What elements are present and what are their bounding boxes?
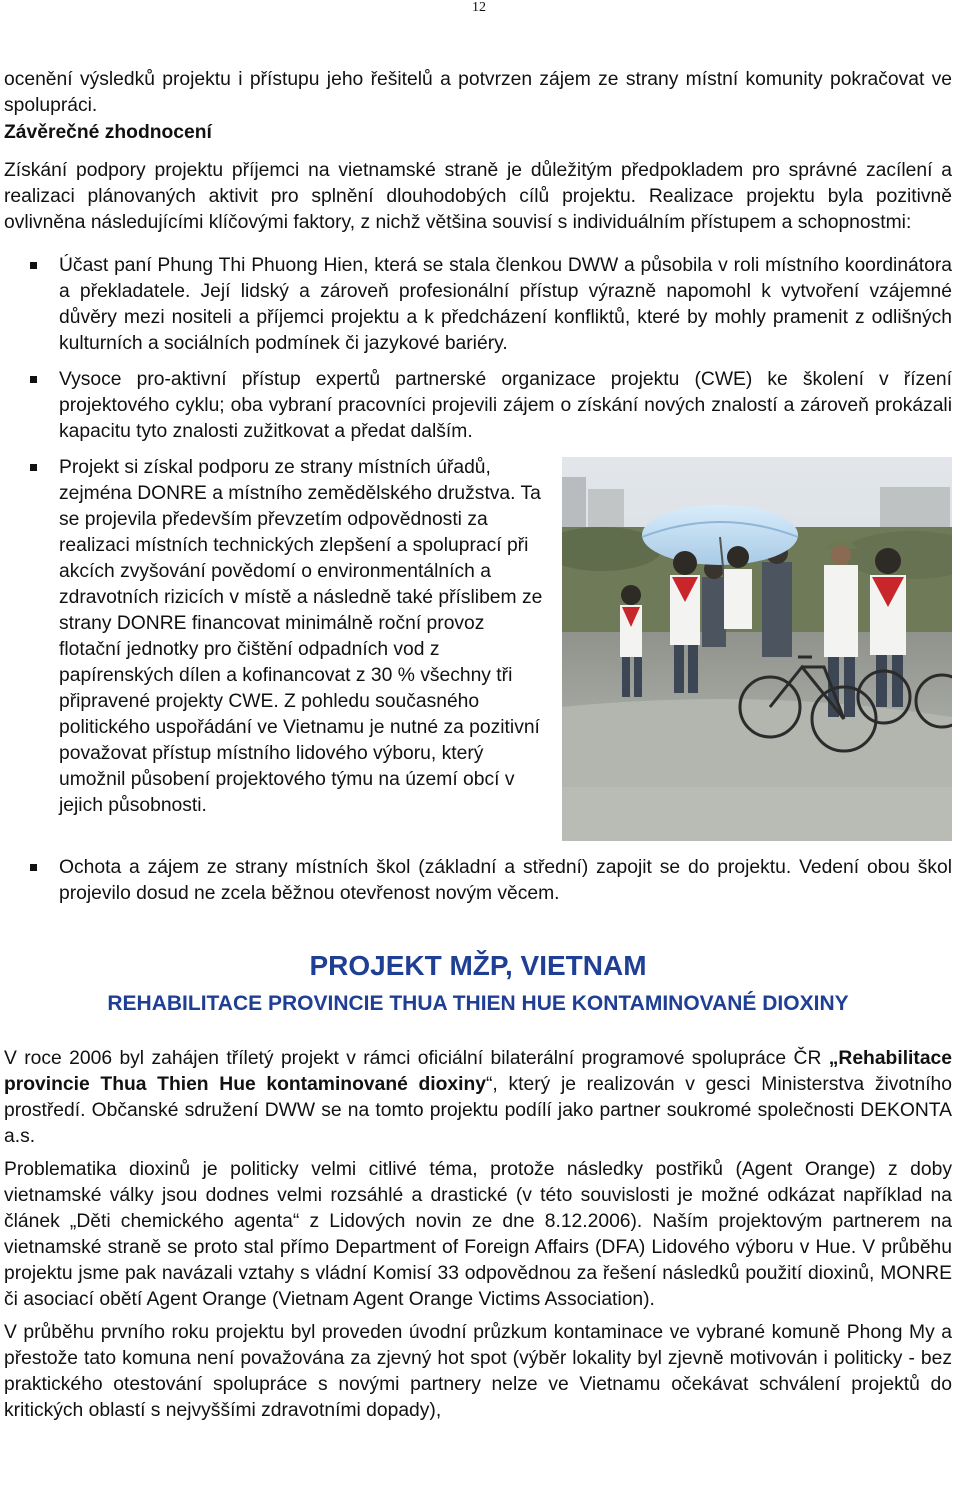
project-name-bold: „Rehabilitace provincie Thua Thien Hue kontaminované dioxiny (4, 1048, 952, 1095)
list-item (4, 855, 952, 907)
page-content (4, 67, 952, 1431)
key-factors-list (4, 253, 952, 907)
square-bullet-icon (30, 262, 37, 269)
project-paragraph-dioxins: Problematika dioxinů je politicky velmi citlivé téma, protože následky postřiků (Agent Orange) z doby vietnamské války jsou dodnes velmi rozsáhlé a drastické (v této souvislosti je možné odkázat například na článek „Děti chemického agenta“ z Lidových novin ze dne 8.12.2006). Naším projektovým partnerem na vietnamské straně se proto stal přímo Department of Foreign Affairs (DFA) Lidového výboru v Hue. V průběhu projektu jsme pak navázali vztahy s vládní Komisí 33 odpovědnou za řešení následků použití dioxinů, MONRE či asociací obětí Agent Orange (Vietnam Agent Orange Victims Association). (4, 1159, 952, 1310)
list-item-text: Vysoce pro-aktivní přístup expertů partnerské organizace projektu (CWE) ke školení v řízení projektového cyklu; oba vybraní pracovníci projevili zájem o získání nových znalostí a zároveň prokázali kapacitu tyto znalosti zužitkovat a předat dalším. (59, 369, 952, 442)
list-item-text: Účast paní Phung Thi Phuong Hien, která se stala členkou DWW a působila v roli místního koordinátora a překladatele. Její lidský a zároveň profesionální přístup výrazně napomohl k vytvoření vzájemné důvěry mezi nositeli a příjemci projektu a k předcházení konfliktů, které by mohly pramenit z odlišných kulturních a sociálních podmínek či jazykové bariéry. (59, 255, 952, 354)
section-heading-conclusion: Závěrečné zhodnocení (4, 122, 212, 143)
conclusion-paragraph: Získání podpory projektu příjemci na vietnamské straně je důležitým předpokladem pro správné zacílení a realizaci plánovaných aktivit pro splnění dlouhodobých cílů projektu. Realizace projektu byla pozitivně ovlivněna následujícími klíčovými faktory, z nichž většina souvisí s individuálním přístupem a schopnostmi: (4, 160, 952, 233)
list-item (4, 253, 952, 357)
list-item (4, 455, 952, 845)
list-item-text: Ochota a zájem ze strany místních škol (základní a střední) zapojit se do projektu. Vedení obou škol projevilo dosud ne zcela běžnou otevřenost novým věcem. (59, 857, 952, 904)
paragraph-text: V roce 2006 byl zahájen tříletý projekt v rámci oficiální bilaterální programové spolupráce ČR (4, 1048, 829, 1069)
list-item-text: Projekt si získal podporu ze strany místních úřadů, zejména DONRE a místního zemědělského družstva. Ta se projevila především převzetím odpovědnosti za realizaci místních technických zlepšení a spoluprací při akcích zvyšování povědomí o environmentálních a zdravotních rizicích v místě a následně také příslibem ze strany DONRE financovat minimálně roční provoz flotační jednotky pro čištění odpadních vod z papírenských dílen a kofinancovat z 30 % všechny tři připravené projekty CWE. Z pohledu současného politického uspořádání ve Vietnamu je nutné za pozitivní považovat přístup místního lidového výboru, který umožnil působení projektového týmu na území obcí v jejich působnosti. (59, 457, 543, 816)
project-subtitle: REHABILITACE PROVINCIE THUA THIEN HUE KONTAMINOVANÉ DIOXINY (107, 992, 849, 1015)
project-photo (562, 457, 952, 841)
square-bullet-icon (30, 376, 37, 383)
list-item (4, 367, 952, 445)
paragraph-text: “, který je realizován v gesci Ministerstva životního prostředí. Občanské sdružení DWW se na tomto projektu podílí jako partner soukromé společnosti DEKONTA a.s. (4, 1074, 952, 1147)
project-title: PROJEKT MŽP, VIETNAM (309, 950, 647, 981)
project-paragraph-first-year: V průběhu prvního roku projektu byl proveden úvodní průzkum kontaminace ve vybrané komuně Phong My a přestože tato komuna není považována za zjevný hot spot (výběr lokality byl zjevně motivován i politicky - bez praktického otestování spolupráce s novými partnery nelze ve Vietnamu očekávat schválení projektů do kritických oblastí s nejvyššími zdravotními dopady), (4, 1322, 952, 1421)
square-bullet-icon (30, 864, 37, 871)
photo-villagers-umbrella-bicycles (562, 457, 952, 841)
project-paragraph-intro (4, 1046, 952, 1150)
intro-paragraph: ocenění výsledků projektu i přístupu jeho řešitelů a potvrzen zájem ze strany místní komunity pokračovat ve spolupráci. (4, 69, 952, 116)
square-bullet-icon (30, 464, 37, 471)
page-number: 12 (472, 0, 486, 15)
